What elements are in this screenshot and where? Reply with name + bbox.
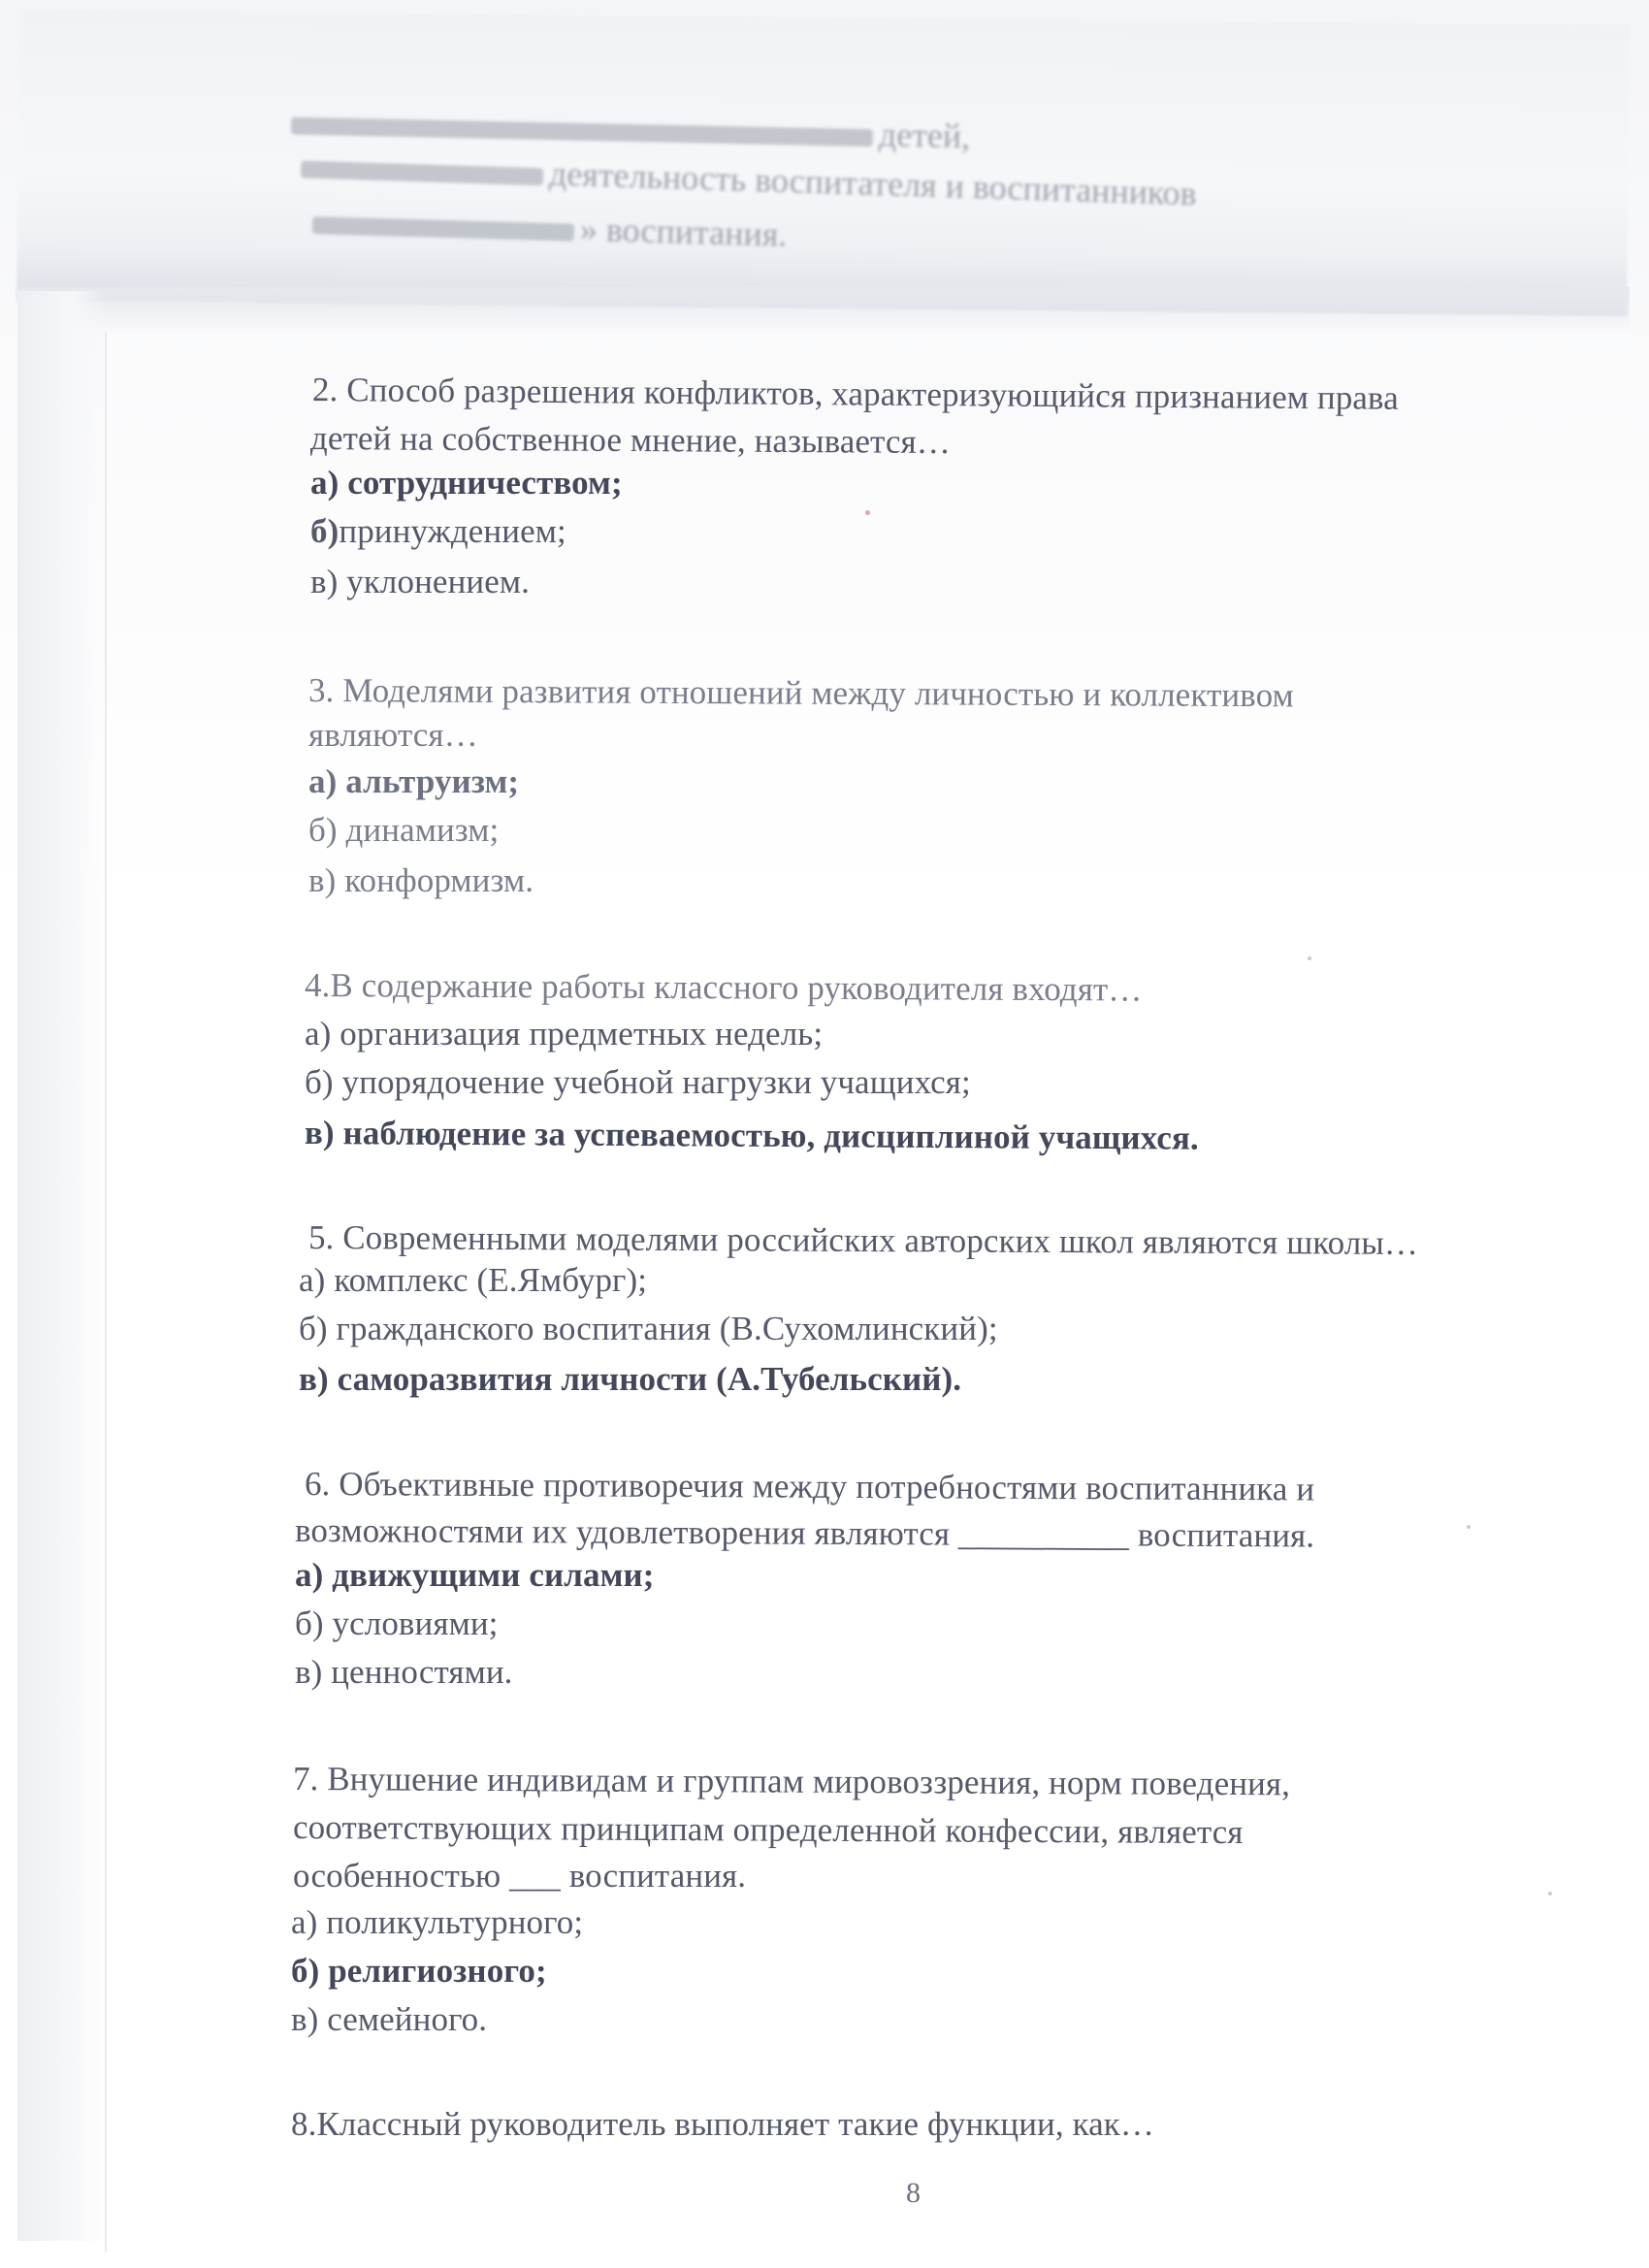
question-7-option-a: а) поликультурного; [291,1903,584,1941]
question-4-text: 4.В содержание работы классного руководителя входят… [304,966,1143,1009]
question-7-text: особенностью ___ воспитания. [293,1857,747,1895]
question-3-option-a: а) альтруизм; [308,762,520,800]
question-4-option-a: а) организация предметных недель; [305,1015,824,1053]
question-3-option-c: в) конформизм. [308,861,534,899]
question-2-text: 2. Способ разрешения конфликтов, характеризующийся признанием права [311,371,1399,417]
question-3-text: 3. Моделями развития отношений между личностью и коллективом [307,671,1294,715]
question-4-option-b: б) упорядочение учебной нагрузки учащихся; [305,1063,971,1101]
question-6-option-c: в) ценностями. [295,1653,513,1691]
question-6-text: возможностями их удовлетворения являются __________ воспитания. [294,1511,1315,1555]
question-2-option-b: б)принуждением; [310,512,566,550]
previous-page-line: деятельность воспитателя и воспитанников [301,146,1198,214]
question-4-option-c: в) наблюдение за успеваемостью, дисциплиной учащихся. [304,1114,1199,1157]
question-7-text: 7. Внушение индивидам и группам мировоззрения, норм поведения, [292,1760,1291,1803]
question-2-option-a: а) сотрудничеством; [310,464,623,502]
question-5-option-c: в) саморазвития личности (А.Тубельский). [299,1360,962,1398]
question-5-option-b: б) гражданского воспитания (В.Сухомлинский); [299,1310,998,1347]
previous-page-line: » воспитания. [312,201,788,255]
question-3-option-b: б) динамизм; [308,811,500,849]
question-5-text: 5. Современными моделями российских авторских школ являются школы… [307,1218,1419,1262]
question-5-option-a: а) комплекс (Е.Ямбург); [299,1261,648,1299]
question-2-text: детей на собственное мнение, называется… [309,419,951,462]
page-number: 8 [906,2177,921,2209]
scan-speck [1548,1892,1552,1895]
previous-page-line: детей, [291,102,971,157]
scan-speck [1467,1525,1471,1529]
scan-speck [865,510,870,515]
scan-speck [1308,956,1311,960]
question-6-option-b: б) условиями; [295,1604,499,1642]
question-6-option-a: а) движущими силами; [295,1556,655,1594]
question-2-option-c: в) уклонением. [310,563,530,600]
question-7-option-b: б) религиозного; [291,1952,547,1990]
question-8-text: 8.Классный руководитель выполняет такие функции, как… [291,2105,1154,2143]
question-7-text: соответствующих принципам определенной конфессии, является [292,1808,1244,1852]
question-7-option-c: в) семейного. [291,2000,488,2038]
question-6-text: 6. Объективные противоречия между потребностями воспитанника и [304,1465,1315,1508]
question-3-text: являются… [308,716,478,754]
